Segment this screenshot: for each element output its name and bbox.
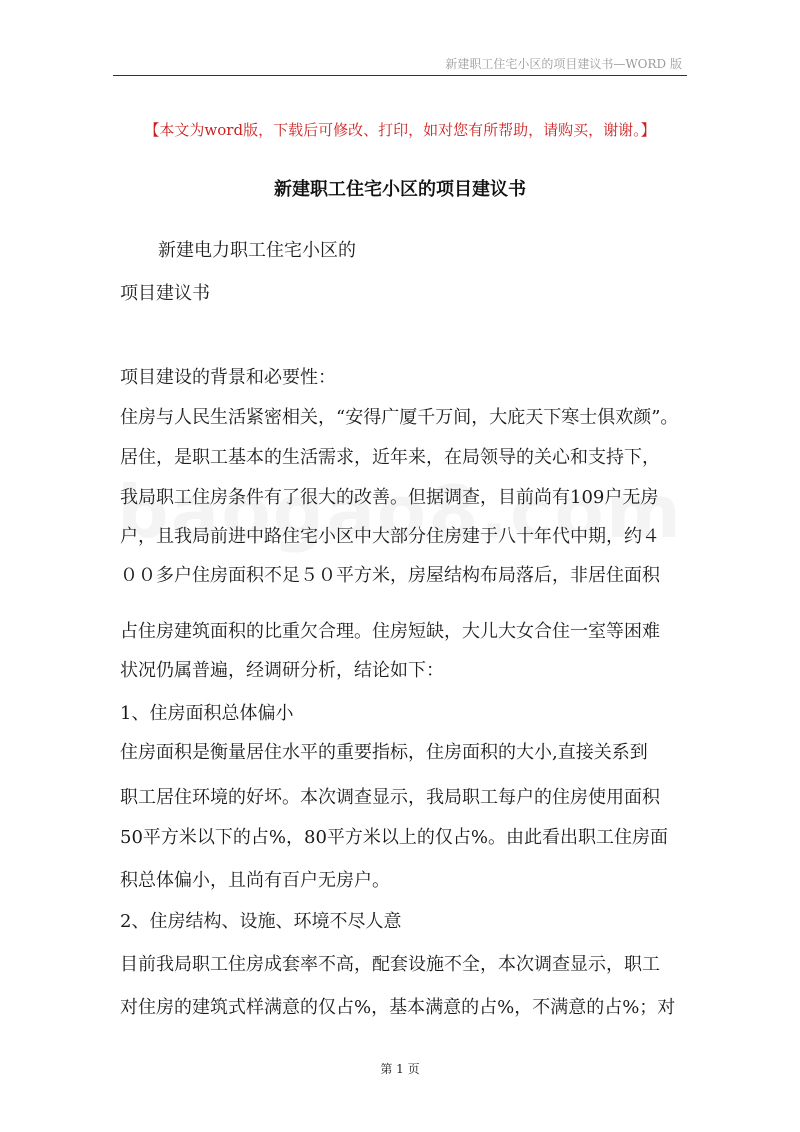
running-header: 新建职工住宅小区的项目建议书—WORD 版 [445, 57, 682, 71]
subtitle-line-2: 项目建议书 [120, 283, 210, 304]
paragraph-line: 居住，是职工基本的生活需求，近年来，在局领导的关心和支持下， [120, 447, 660, 468]
paragraph-line: 目前我局职工住房成套率不高，配套设施不全，本次调查显示，职工 [120, 954, 660, 975]
list-heading-1: 1、住房面积总体偏小 [120, 703, 294, 724]
paragraph-line: 我局职工住房条件有了很大的改善。但据调查，目前尚有109户无房 [120, 487, 659, 508]
subtitle-line-1: 新建电力职工住宅小区的 [158, 240, 356, 261]
paragraph-line: 住房与人民生活紧密相关，“安得广厦千万间，大庇天下寒士俱欢颜”。 [120, 407, 679, 428]
page-number: 第 1 页 [380, 1062, 420, 1076]
document-title: 新建职工住宅小区的项目建议书 [274, 179, 526, 200]
purchase-notice: 【本文为word版，下载后可修改、打印，如对您有所帮助，请购买，谢谢。】 [144, 121, 656, 139]
section-heading-background: 项目建设的背景和必要性： [120, 367, 336, 388]
list-heading-2: 2、住房结构、设施、环境不尽人意 [120, 911, 402, 932]
header-divider [113, 75, 687, 76]
paragraph-line: 职工居住环境的好坏。本次调查显示，我局职工每户的住房使用面积 [120, 787, 660, 808]
paragraph-line: 积总体偏小，且尚有百户无房户。 [120, 870, 390, 891]
paragraph-line: 户，且我局前进中路住宅小区中大部分住房建于八十年代中期，约４ [120, 526, 660, 547]
paragraph-line: 占住房建筑面积的比重欠合理。住房短缺，大儿大女合住一室等困难 [120, 621, 660, 642]
paragraph-line: 状况仍属普遍，经调研分析，结论如下： [120, 660, 444, 681]
paragraph-line: 50平方米以下的占%，80平方米以上的仅占%。由此看出职工住房面 [120, 827, 669, 848]
paragraph-line: 对住房的建筑式样满意的仅占%，基本满意的占%，不满意的占%；对 [120, 997, 676, 1018]
paragraph-line: ００多户住房面积不足５０平方米，房屋结构布局落后，非居住面积 [120, 565, 660, 586]
paragraph-line: 住房面积是衡量居住水平的重要指标，住房面积的大小,直接关系到 [120, 742, 648, 763]
